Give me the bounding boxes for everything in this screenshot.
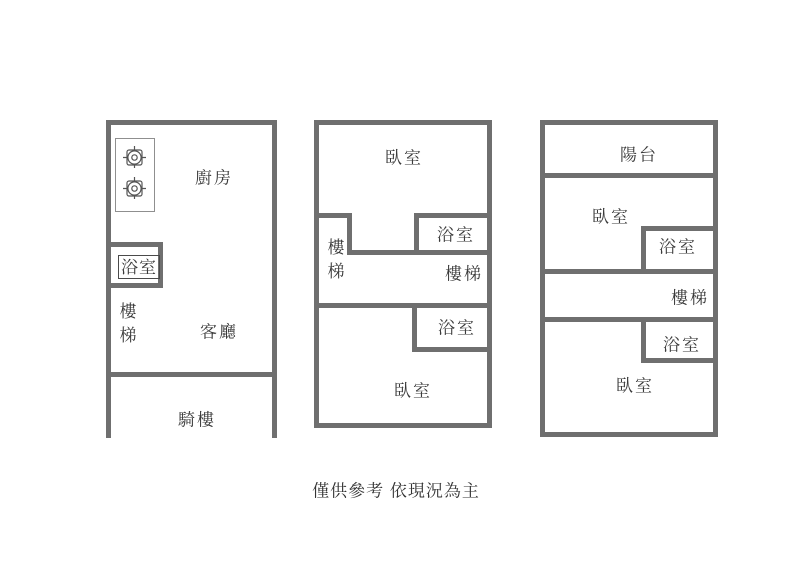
room-label-bedroom: 臥室 (616, 376, 654, 396)
room-label-bathroom: 浴室 (663, 335, 701, 355)
room-label-bathroom: 浴室 (437, 225, 475, 245)
wall (540, 269, 718, 274)
room-label-arcade: 騎樓 (178, 410, 216, 430)
wall (106, 242, 163, 247)
wall (272, 120, 277, 438)
wall (713, 120, 718, 437)
wall (314, 120, 492, 125)
wall (412, 303, 417, 352)
disclaimer-text: 僅供參考 依現況為主 (312, 481, 480, 501)
floor-plan-middle (314, 120, 492, 428)
room-label-bedroom: 臥室 (385, 148, 423, 168)
room-label-living-room: 客廳 (200, 322, 238, 342)
wall (540, 317, 718, 322)
wall (641, 226, 718, 231)
wall (106, 372, 277, 377)
wall (487, 120, 492, 428)
room-label-bedroom: 臥室 (394, 381, 432, 401)
room-label-bathroom: 浴室 (659, 237, 697, 257)
room-label-stairs: 樓梯 (119, 302, 137, 345)
wall (106, 283, 163, 288)
wall (347, 213, 352, 255)
wall (106, 120, 111, 438)
wall (540, 432, 718, 437)
wall (314, 303, 492, 308)
room-label-stairs: 樓梯 (445, 264, 483, 284)
stove-icon (115, 138, 155, 212)
room-label-stairs: 樓梯 (327, 238, 345, 281)
room-label-bathroom: 浴室 (438, 318, 476, 338)
wall (414, 213, 419, 255)
room-label-bathroom: 浴室 (118, 255, 160, 279)
wall (347, 250, 492, 255)
room-label-kitchen: 廚房 (195, 168, 233, 188)
wall (540, 120, 718, 125)
floor-plan-left (106, 120, 277, 438)
wall (106, 120, 277, 125)
wall (314, 423, 492, 428)
wall (412, 347, 492, 352)
wall (540, 120, 545, 437)
wall (641, 317, 646, 363)
room-label-balcony: 陽台 (620, 145, 658, 165)
floor-plan-right (540, 120, 718, 437)
wall (414, 213, 492, 218)
room-label-bedroom: 臥室 (592, 207, 630, 227)
wall (641, 226, 646, 274)
room-label-stairs: 樓梯 (671, 288, 709, 308)
wall (540, 173, 718, 178)
wall (641, 358, 718, 363)
wall (314, 120, 319, 428)
